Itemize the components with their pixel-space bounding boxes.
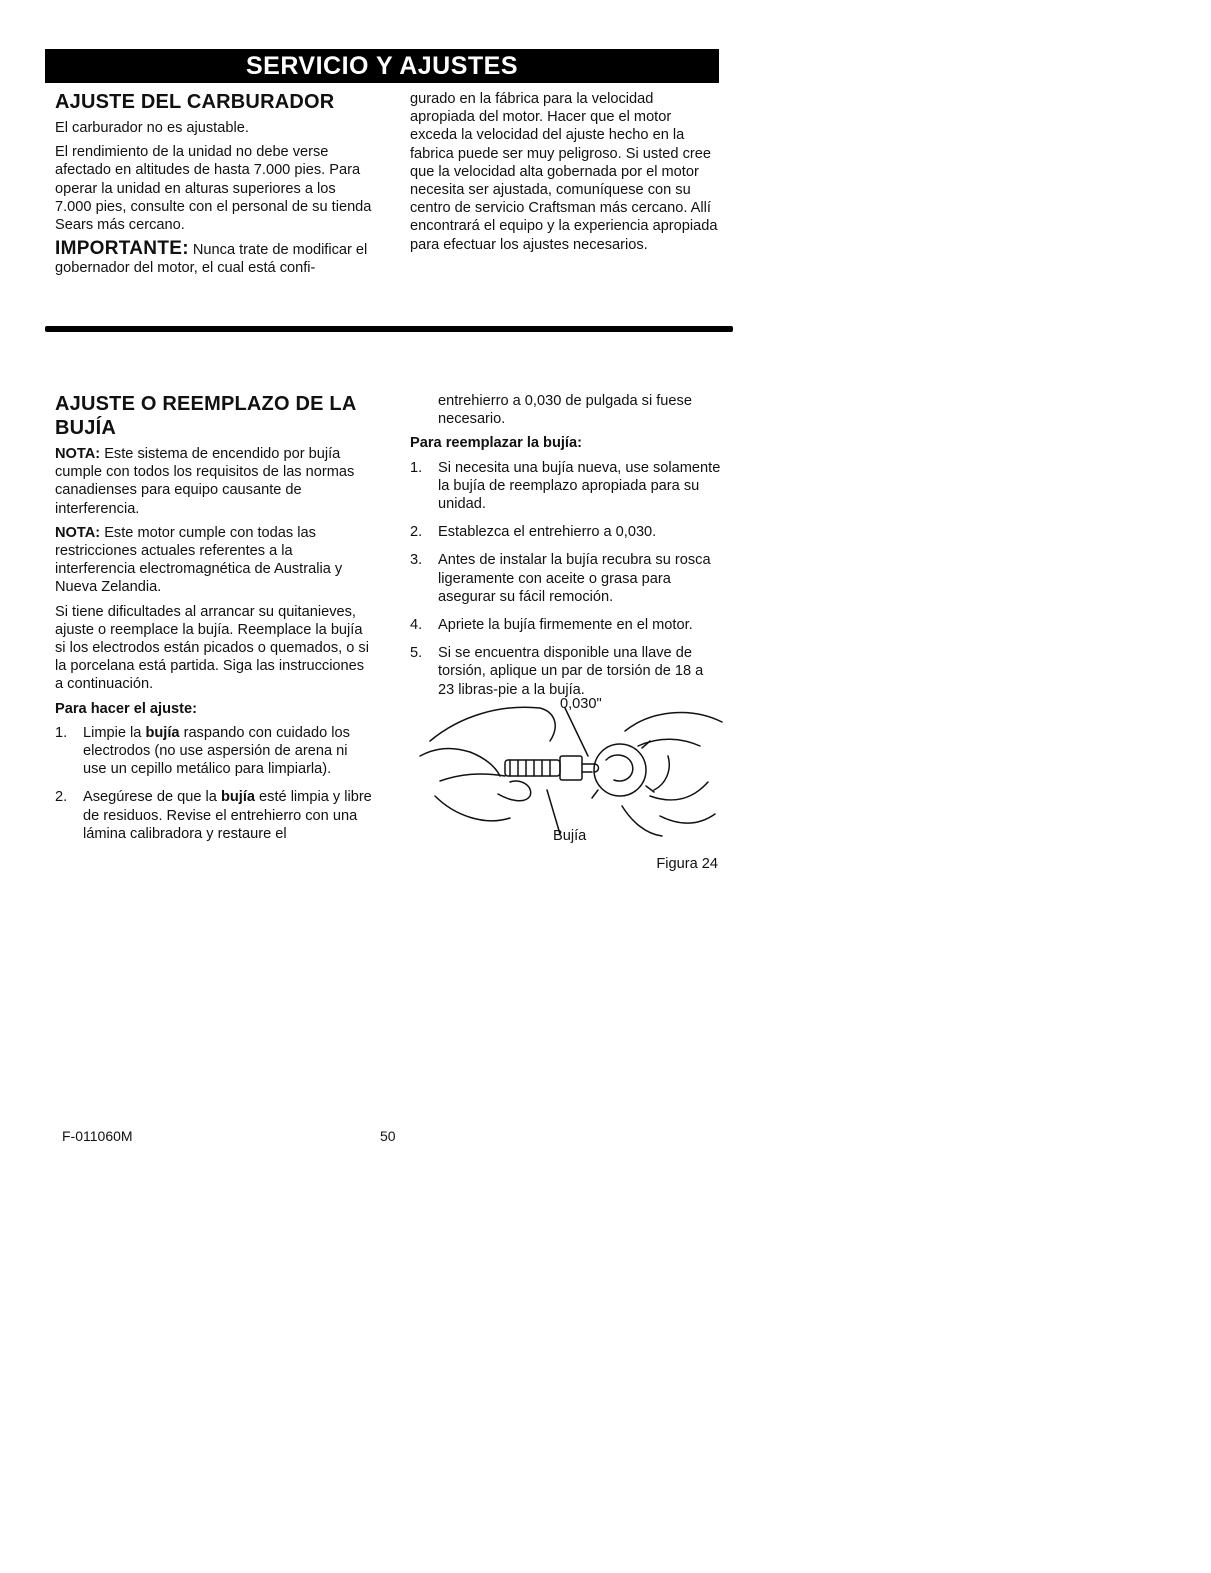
nota-label: NOTA: [55, 446, 101, 462]
list-item [410, 459, 722, 514]
adjust-heading: Para hacer el ajuste: [55, 700, 197, 717]
step-text: Asegúrese de que la [83, 789, 221, 806]
carburetor-heading: AJUSTE DEL CARBURADOR [55, 91, 335, 113]
nota-2 [55, 524, 373, 597]
spark-plug-left-column [55, 392, 373, 853]
list-item [410, 616, 722, 634]
gap-label: 0,030" [560, 696, 602, 712]
spark-plug-right-column [410, 392, 722, 709]
spark-plug-paragraph: Si tiene dificultades al arrancar su quitanieves, ajuste o reemplace la bujía. Reemplace la bujía si los electrodos están picados o quemados, o si la porcelana está partida. Siga las instrucciones a continuación. [55, 603, 369, 693]
spark-plug-continued-text: entrehierro a 0,030 de pulgada si fuese necesario. [438, 393, 692, 428]
step-number: 3. [410, 552, 423, 569]
step-text: raspando con cuidado los electrodos (no use aspersión de arena ni use un cepillo metálico para limpiarla). [83, 724, 350, 778]
step-number: 1. [55, 724, 68, 741]
important-text: Nunca trate de modificar el gobernador del motor, el cual está confi- [55, 242, 368, 277]
step-number: 2. [55, 789, 68, 806]
carburetor-continued-text: gurado en la fábrica para la velocidad apropiada del motor. Hacer que el motor exceda la velocidad del ajuste hecho en la fabrica puede ser muy peligroso. Si usted cree que la velocidad alta gobernada por el motor necesita ser ajustada, comuníquese con su centro de servicio Craftsman más cercano. Allí encontrará el equipo y la experiencia apropiada para efectuar los ajustes necesarios. [410, 91, 718, 253]
step-text: Antes de instalar la bujía recubra su rosca ligeramente con aceite o grasa para asegurar su fácil remoción. [438, 552, 711, 605]
step-text: Si necesita una bujía nueva, use solamente la bujía de reemplazo apropiada para su unidad. [438, 459, 721, 513]
list-item [55, 724, 373, 779]
step-number: 1. [410, 459, 423, 476]
nota-1-text: Este sistema de encendido por bujía cumple con todos los requisitos de las normas canadienses para equipo causante de interferencia. [55, 446, 355, 517]
step-text: esté limpia y libre de residuos. Revise el entrehierro con una lámina calibradora y restaure el [83, 789, 372, 842]
step-text: Limpie la [83, 724, 146, 741]
spark-plug-heading: AJUSTE O REEMPLAZO DE LA BUJÍA [55, 393, 356, 439]
figure-caption: Figura 24 [656, 856, 718, 872]
nota-1 [55, 445, 373, 518]
carburetor-left-column [55, 90, 375, 284]
step-number: 2. [410, 524, 423, 541]
important-note [55, 240, 375, 277]
list-item [55, 788, 373, 843]
page-number: 50 [380, 1128, 396, 1144]
section-banner: SERVICIO Y AJUSTES [45, 49, 719, 83]
list-item [410, 523, 722, 541]
figure-24 [410, 686, 730, 878]
nota-label: NOTA: [55, 524, 101, 541]
step-bold-text: bujía [220, 789, 255, 806]
nota-2-text: Este motor cumple con todas las restricciones actuales referentes a la interferencia electromagnética de Australia y Nueva Zelandia. [55, 524, 343, 596]
list-item [410, 551, 722, 606]
step-number: 5. [410, 645, 423, 662]
carburetor-paragraph-1: El carburador no es ajustable. [55, 120, 249, 136]
step-text: Establezca el entrehierro a 0,030. [438, 524, 657, 541]
important-label: IMPORTANTE: [55, 238, 189, 260]
spark-plug-label: Bujía [553, 828, 587, 844]
replace-heading: Para reemplazar la bujía: [410, 435, 582, 452]
adjust-steps [55, 724, 373, 843]
step-bold-text: bujía [145, 724, 180, 741]
step-text: Si se encuentra disponible una llave de torsión, aplique un par de torsión de 18 a 23 libras-pie a la bujía. [438, 645, 704, 698]
step-number: 4. [410, 617, 423, 634]
document-code: F-011060M [62, 1128, 133, 1144]
carburetor-paragraph-2: El rendimiento de la unidad no debe verse afectado en altitudes de hasta 7.000 pies. Para operar la unidad en alturas superiores a los 7.000 pies, consulte con el personal de su tienda Sears más cercano. [55, 144, 372, 234]
step-text: Apriete la bujía firmemente en el motor. [438, 617, 693, 634]
carburetor-right-column [410, 90, 722, 260]
section-divider [45, 326, 733, 332]
replace-steps [410, 459, 722, 699]
